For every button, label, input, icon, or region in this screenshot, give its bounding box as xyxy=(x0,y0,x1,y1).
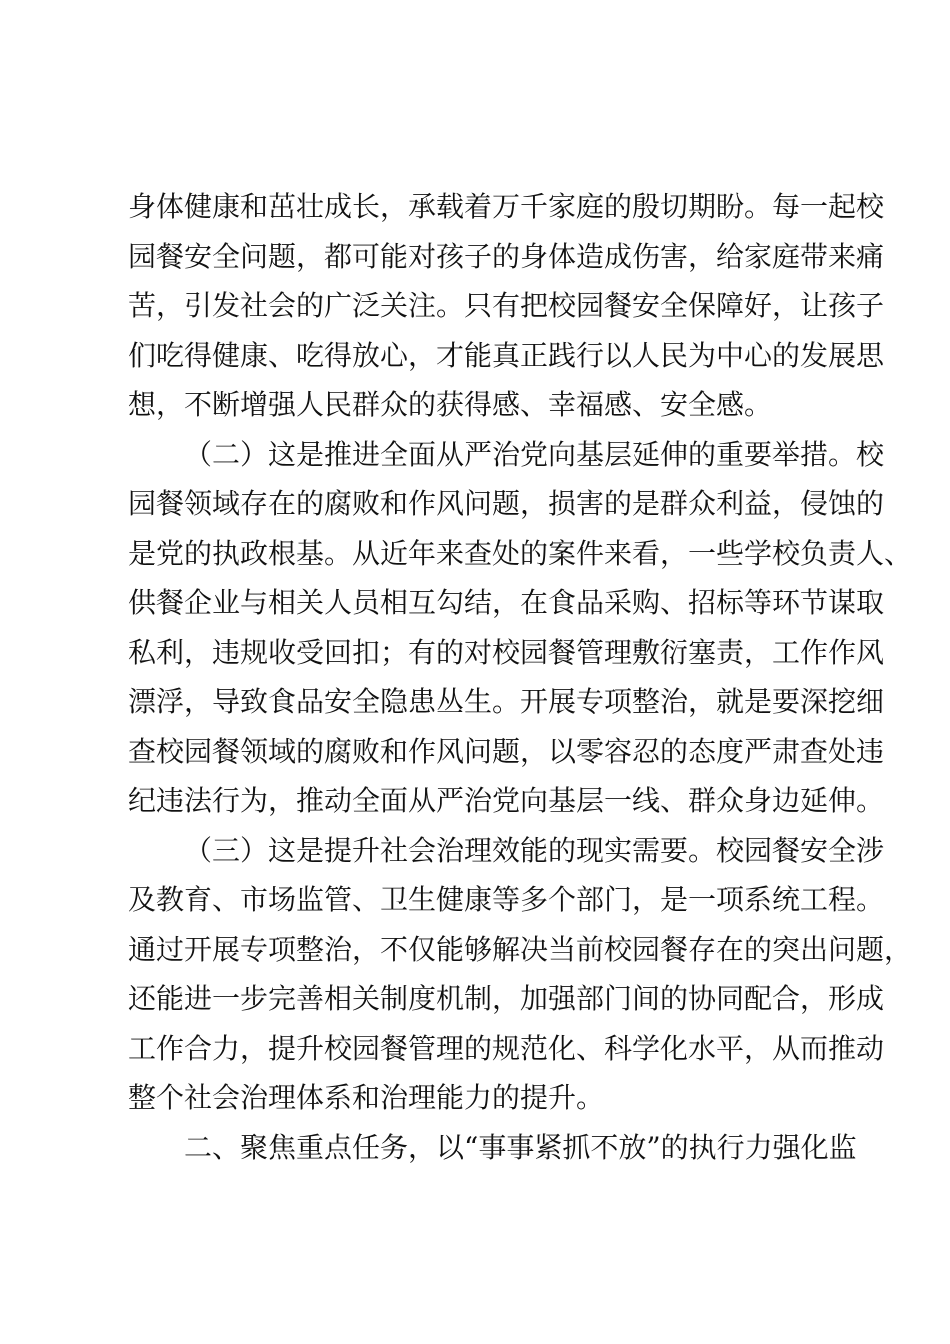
text-line-first xyxy=(128,826,885,876)
paragraph-continuation xyxy=(128,182,885,430)
text-line-content: （三）这是提升社会治理效能的现实需要。校园餐安全涉 xyxy=(184,833,885,867)
text-line: 供餐企业与相关人员相互勾结，在食品采购、招标等环节谋取 xyxy=(128,586,885,619)
text-line: 查校园餐领域的腐败和作风问题，以零容忍的态度严肃查处违 xyxy=(128,734,885,768)
text-line: 整个社会治理体系和治理能力的提升。 xyxy=(128,1081,605,1114)
text-line-first xyxy=(128,430,885,480)
text-line: 身体健康和茁壮成长，承载着万千家庭的殷切期盼。每一起校 xyxy=(128,190,885,223)
text-line: 漂浮，导致食品安全隐患丛生。开展专项整治，就是要深挖细 xyxy=(128,685,885,718)
text-line: 园餐安全问题，都可能对孩子的身体造成伤害，给家庭带来痛 xyxy=(128,239,885,273)
text-line: 工作合力，提升校园餐管理的规范化、科学化水平，从而推动 xyxy=(128,1031,885,1065)
text-line: 苦，引发社会的广泛关注。只有把校园餐安全保障好，让孩子 xyxy=(128,289,885,322)
section-heading-text: 二、聚焦重点任务，以“事事紧抓不放”的执行力强化监 xyxy=(184,1130,857,1164)
paragraph-point-three xyxy=(128,826,913,1123)
text-line: 通过开展专项整治，不仅能够解决当前校园餐存在的突出问题， xyxy=(128,932,913,966)
paragraph-point-two xyxy=(128,430,913,826)
text-line: 私利，违规收受回扣；有的对校园餐管理敷衍塞责，工作作风 xyxy=(128,635,885,669)
text-line: 们吃得健康、吃得放心，才能真正践行以人民为中心的发展思 xyxy=(128,338,885,372)
text-line: 园餐领域存在的腐败和作风问题，损害的是群众利益，侵蚀的 xyxy=(128,487,885,520)
text-line-content: （二）这是推进全面从严治党向基层延伸的重要举措。校 xyxy=(184,437,885,471)
document-body xyxy=(128,182,913,1172)
text-line: 想，不断增强人民群众的获得感、幸福感、安全感。 xyxy=(128,388,773,421)
text-line-first xyxy=(128,1123,857,1173)
section-heading xyxy=(128,1123,857,1173)
text-line: 是党的执政根基。从近年来查处的案件来看，一些学校负责人、 xyxy=(128,536,913,570)
text-line: 纪违法行为，推动全面从严治党向基层一线、群众身边延伸。 xyxy=(128,784,885,817)
text-line: 还能进一步完善相关制度机制，加强部门间的协同配合，形成 xyxy=(128,982,885,1015)
text-line: 及教育、市场监管、卫生健康等多个部门，是一项系统工程。 xyxy=(128,883,885,916)
